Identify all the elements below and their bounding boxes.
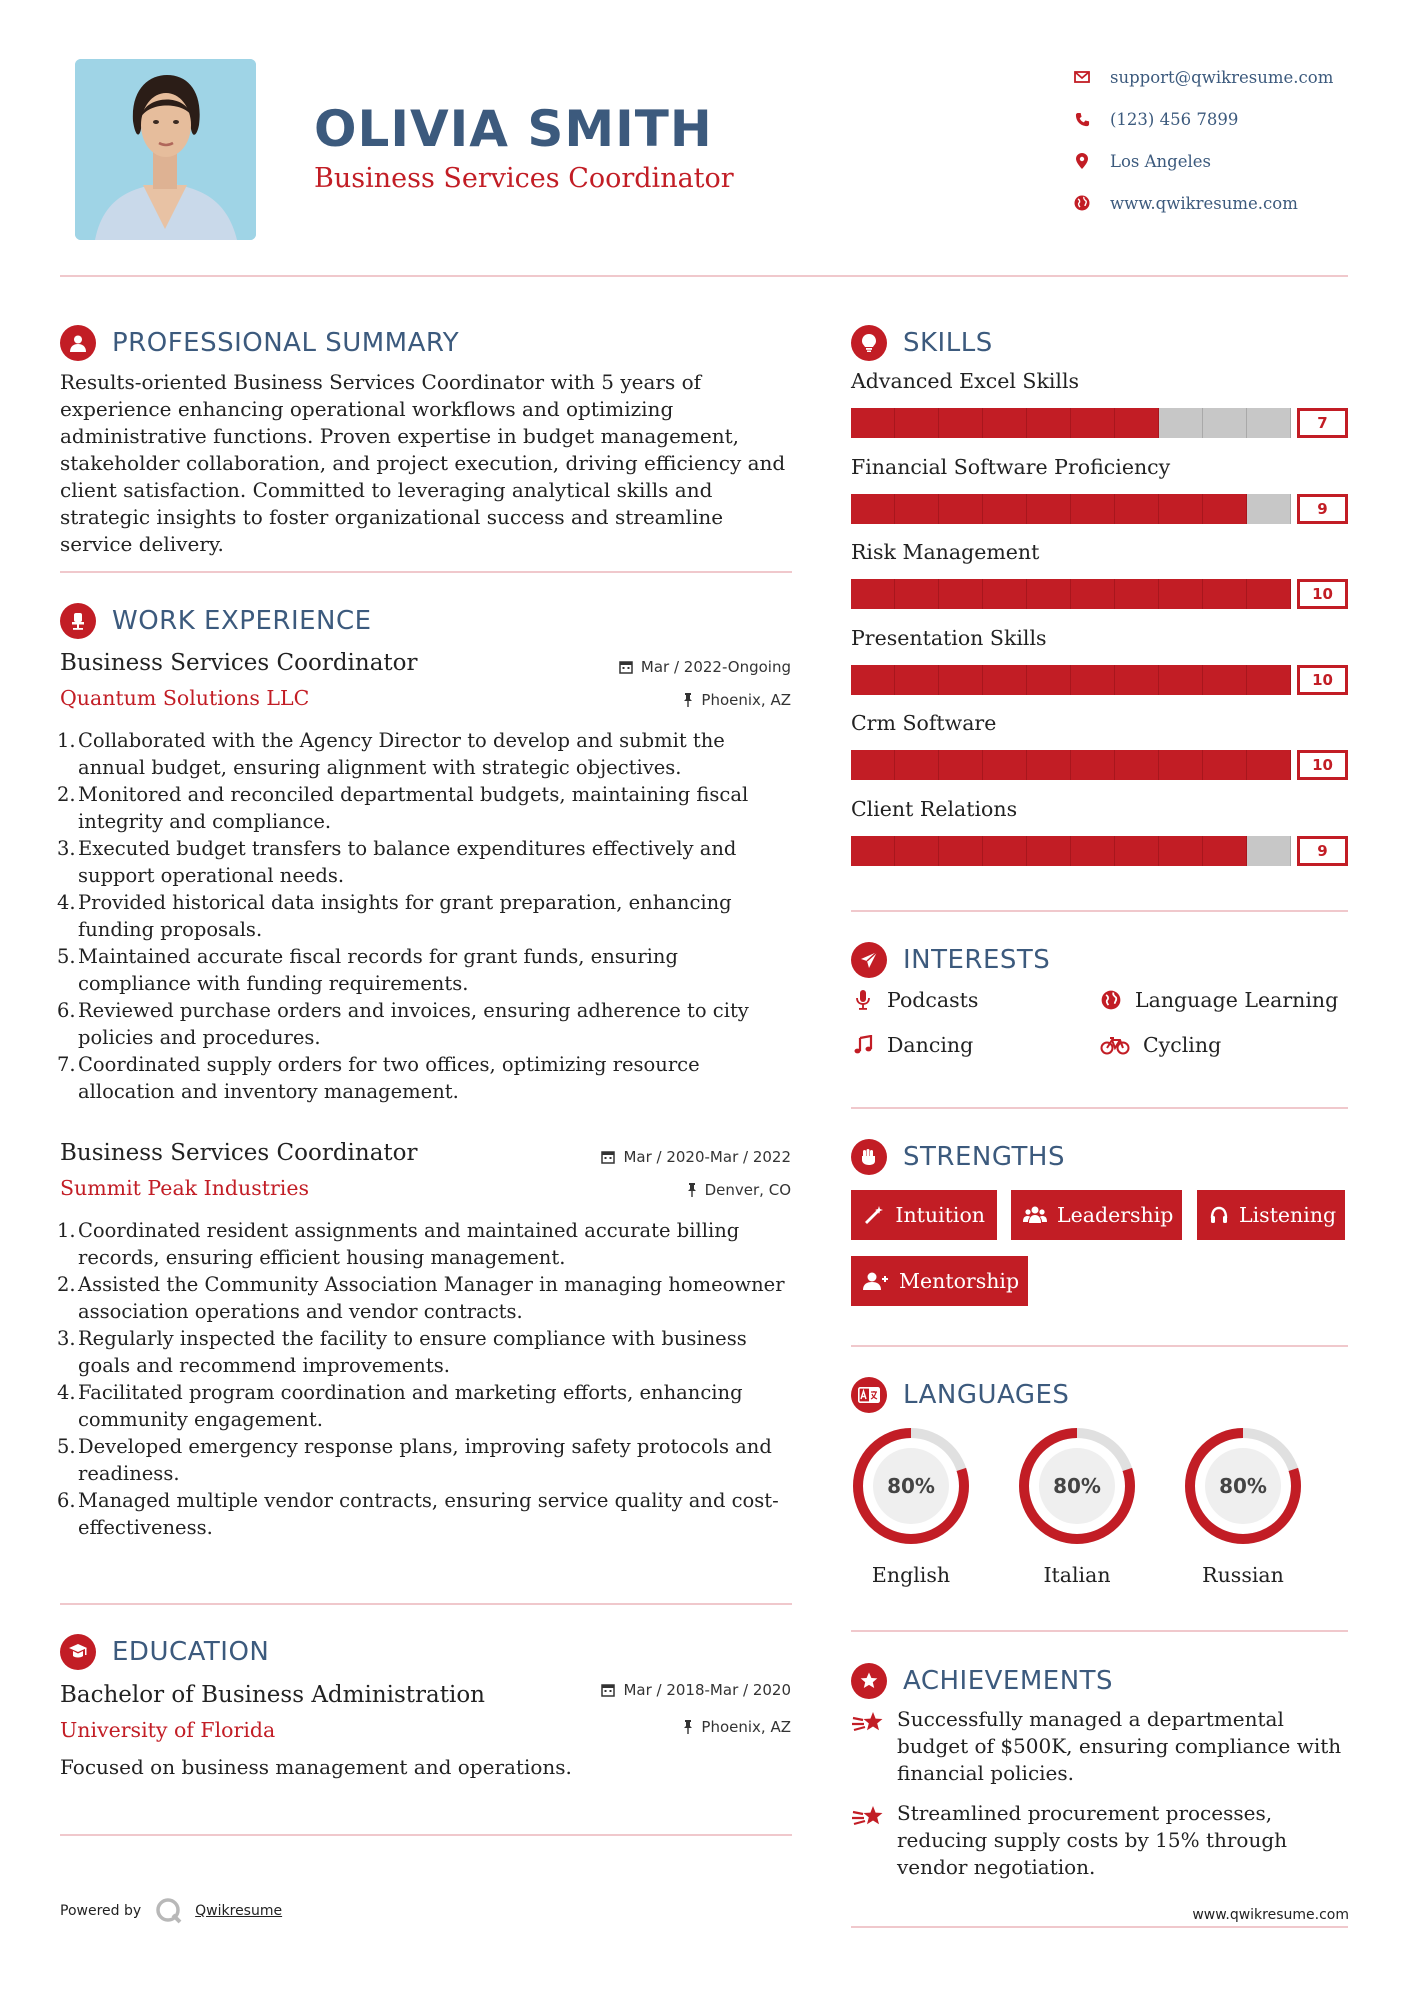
map-pin-icon [1070,149,1094,173]
skill-bar-segment [1247,836,1291,866]
strengths-divider [851,1345,1348,1347]
skill-bar-segment [895,836,939,866]
job-company: Summit Peak Industries [60,1176,309,1200]
work-divider [60,1603,792,1605]
skill-bar-segment [1247,579,1291,609]
profile-photo [75,59,256,240]
languages-heading: LANGUAGES [851,1377,1069,1413]
language-name: Russian [1202,1563,1284,1587]
achievement-item: Streamlined procurement processes, reducing supply costs by 15% through vendor negotiation. [851,1800,1352,1881]
calendar-icon [601,1150,615,1164]
skill-bar-segment [1115,836,1159,866]
calendar-icon [601,1683,615,1697]
contact-phone[interactable]: (123) 456 7899 [1070,98,1333,140]
skill-bar-segment [983,579,1027,609]
skill-level-value: 10 [1297,750,1348,780]
bicycle-icon [1099,1033,1131,1057]
magic-wand-icon [863,1203,885,1227]
skill-name: Presentation Skills [851,626,1047,650]
language-item [850,1425,972,1587]
strength-tag-listening: Listening [1197,1190,1345,1240]
candidate-role: Business Services Coordinator [314,163,734,194]
contact-list [1070,56,1333,224]
qwikresume-link[interactable]: Qwikresume [195,1903,283,1919]
degree-title: Bachelor of Business Administration [60,1682,485,1708]
list-item: 5. Developed emergency response plans, improving safety protocols and readiness. [57,1435,772,1485]
interest-language-learning: Language Learning [1099,988,1338,1012]
job-bullets [57,727,795,1105]
skill-level-bar [851,750,1348,780]
skill-bar-segment [851,408,895,438]
skill-level-bar [851,494,1348,524]
skill-bar-segment [939,408,983,438]
skill-bar-segment [939,665,983,695]
skill-bar-segment [1071,836,1115,866]
qwikresume-logo-icon [155,1897,183,1925]
pushpin-icon [687,1183,697,1197]
skill-bar-segment [1027,408,1071,438]
skill-bar-segment [895,408,939,438]
list-item: 2. Assisted the Community Association Manager in managing homeowner association operations and vendor contracts. [57,1273,785,1323]
translate-icon [851,1377,887,1413]
job-bullets [57,1217,795,1541]
skill-level-bar [851,665,1348,695]
school-name: University of Florida [60,1718,276,1742]
graduation-icon [60,1634,96,1670]
skill-bar-segment [1071,750,1115,780]
skill-bar-segment [851,494,895,524]
skill-bar-segment [1027,750,1071,780]
summary-text: Results-oriented Business Services Coordinator with 5 years of experience enhancing operational workflows and optimizing administrative functions. Proven expertise in budget management, stakeholder collaboration, and project execution, driving efficiency and client satisfaction. Committed to leveraging analytical skills and strategic insights to foster organizational success and streamline service delivery. [60,370,786,556]
list-item: 7. Coordinated supply orders for two offices, optimizing resource allocation and inventory management. [57,1053,700,1103]
list-item: 1. Coordinated resident assignments and maintained accurate billing records, ensuring efficient housing management. [57,1219,740,1269]
language-percent: 80% [1053,1474,1101,1498]
skill-bar-segment [1159,836,1203,866]
envelope-icon [1070,65,1094,89]
skill-level-value: 7 [1297,408,1348,438]
skill-bar-segment [983,494,1027,524]
list-item: 6. Reviewed purchase orders and invoices, ensuring adherence to city policies and procedures. [57,999,749,1049]
pushpin-icon [683,693,693,707]
language-percent: 80% [1219,1474,1267,1498]
skill-bar-segment [1027,579,1071,609]
users-icon [1023,1203,1047,1227]
skill-name: Financial Software Proficiency [851,455,1171,479]
skill-bar-segment [983,750,1027,780]
candidate-name: OLIVIA SMITH [314,100,713,158]
job-dates: Mar / 2022-Ongoing [560,658,791,676]
skill-bar-segment [939,494,983,524]
skills-divider [851,910,1348,912]
education-description: Focused on business management and operations. [60,1755,572,1779]
skill-bar-segment [939,750,983,780]
skill-bar-segment [895,665,939,695]
skill-bar-segment [1203,494,1247,524]
interest-cycling: Cycling [1099,1033,1221,1057]
skill-bar-segment [1071,665,1115,695]
skill-bar-segment [1027,665,1071,695]
shooting-star-icon [851,1802,887,1838]
skill-level-value: 10 [1297,665,1348,695]
skill-bar-segment [1159,579,1203,609]
job-dates: Mar / 2020-Mar / 2022 [560,1148,791,1166]
skill-name: Crm Software [851,711,997,735]
interest-dancing: Dancing [851,1033,973,1057]
user-plus-icon [863,1269,889,1293]
globe-icon [1070,191,1094,215]
list-item: 5. Maintained accurate fiscal records for grant funds, ensuring compliance with funding requirements. [57,945,678,995]
skill-bar-segment [1203,408,1247,438]
skill-level-bar [851,579,1348,609]
skill-bar-segment [1159,494,1203,524]
language-percent: 80% [887,1474,935,1498]
headphones-icon [1209,1203,1229,1227]
skill-level-value: 10 [1297,579,1348,609]
skill-name: Client Relations [851,797,1018,821]
skill-bar-segment [1027,494,1071,524]
calendar-icon [619,660,633,674]
paper-plane-icon [851,942,887,978]
skill-bar-segment [1203,579,1247,609]
job-title: Business Services Coordinator [60,1140,418,1166]
skill-level-value: 9 [1297,836,1348,866]
skill-bar-segment [1203,836,1247,866]
job-company: Quantum Solutions LLC [60,686,310,710]
contact-email[interactable]: support@qwikresume.com [1070,56,1333,98]
skill-bar-segment [1071,494,1115,524]
skill-bar-segment [983,836,1027,866]
user-icon [60,325,96,361]
language-name: English [871,1563,951,1587]
skill-bar-segment [1027,836,1071,866]
phone-icon [1070,107,1094,131]
skill-bar-segment [1247,750,1291,780]
skill-bar-segment [1159,750,1203,780]
list-item: 3. Executed budget transfers to balance expenditures effectively and support operational needs. [57,837,737,887]
job-location: Phoenix, AZ [560,691,791,709]
skill-bar-segment [1115,665,1159,695]
skill-bar-segment [1071,408,1115,438]
list-item: 2. Monitored and reconciled departmental budgets, maintaining fiscal integrity and compliance. [57,783,749,833]
skill-bar-segment [1159,665,1203,695]
footer-divider [851,1926,1348,1928]
header-divider [60,275,1348,277]
music-note-icon [851,1033,875,1057]
lightbulb-icon [851,325,887,361]
skill-bar-segment [939,579,983,609]
skill-bar-segment [1247,665,1291,695]
skill-bar-segment [1247,494,1291,524]
skill-bar-segment [851,579,895,609]
skill-bar-segment [895,494,939,524]
footer-website-link[interactable]: www.qwikresume.com [1192,1907,1349,1923]
interests-divider [851,1107,1348,1109]
skill-bar-segment [939,836,983,866]
achievements-heading: ACHIEVEMENTS [851,1663,1113,1699]
skill-bar-segment [851,750,895,780]
language-item [1016,1425,1138,1587]
contact-location: Los Angeles [1070,140,1333,182]
shooting-star-icon [851,1708,887,1744]
languages-divider [851,1630,1348,1632]
list-item: 1. Collaborated with the Agency Director to develop and submit the annual budget, ensuring alignment with strategic objectives. [57,729,725,779]
skill-bar-segment [851,836,895,866]
skill-bar-segment [1203,665,1247,695]
skill-bar-segment [1115,750,1159,780]
skill-bar-segment [1203,750,1247,780]
education-dates: Mar / 2018-Mar / 2020 [560,1681,791,1699]
strength-tag-mentorship: Mentorship [851,1256,1028,1306]
skill-level-bar [851,408,1348,438]
education-heading: EDUCATION [60,1634,269,1670]
skill-bar-segment [1071,579,1115,609]
skill-bar-segment [851,665,895,695]
skills-heading: SKILLS [851,325,993,361]
job-location: Denver, CO [560,1181,791,1199]
skill-bar-segment [1159,408,1203,438]
skill-bar-segment [895,579,939,609]
job-title: Business Services Coordinator [60,650,418,676]
skill-bar-segment [1115,494,1159,524]
language-item [1182,1425,1304,1587]
briefcase-chair-icon [60,603,96,639]
achievement-item: Successfully managed a departmental budget of $500K, ensuring compliance with financial policies. [851,1706,1352,1787]
skill-bar-segment [1115,579,1159,609]
education-location: Phoenix, AZ [560,1718,791,1736]
interest-podcasts: Podcasts [851,988,978,1012]
globe-icon [1099,988,1123,1012]
strengths-heading: STRENGTHS [851,1139,1065,1175]
language-name: Italian [1043,1563,1111,1587]
powered-by: Powered by Qwikresume [60,1897,282,1925]
summary-heading: PROFESSIONAL SUMMARY [60,325,459,361]
work-heading: WORK EXPERIENCE [60,603,372,639]
education-divider [60,1834,792,1836]
microphone-icon [851,988,875,1012]
interests-heading: INTERESTS [851,942,1050,978]
skill-name: Advanced Excel Skills [851,369,1080,393]
fist-icon [851,1139,887,1175]
list-item: 3. Regularly inspected the facility to ensure compliance with business goals and recommend improvements. [57,1327,747,1377]
skill-level-value: 9 [1297,494,1348,524]
skill-bar-segment [895,750,939,780]
strength-tag-leadership: Leadership [1011,1190,1182,1240]
list-item: 4. Provided historical data insights for grant preparation, enhancing funding proposals. [57,891,732,941]
list-item: 6. Managed multiple vendor contracts, ensuring service quality and cost-effectiveness. [57,1489,779,1539]
skill-name: Risk Management [851,540,1040,564]
contact-website[interactable]: www.qwikresume.com [1070,182,1333,224]
star-badge-icon [851,1663,887,1699]
summary-divider [60,571,792,573]
skill-bar-segment [983,665,1027,695]
pushpin-icon [683,1720,693,1734]
list-item: 4. Facilitated program coordination and marketing efforts, enhancing community engagement. [57,1381,743,1431]
skill-level-bar [851,836,1348,866]
strength-tag-intuition: Intuition [851,1190,997,1240]
skill-bar-segment [1115,408,1159,438]
skill-bar-segment [1247,408,1291,438]
skill-bar-segment [983,408,1027,438]
